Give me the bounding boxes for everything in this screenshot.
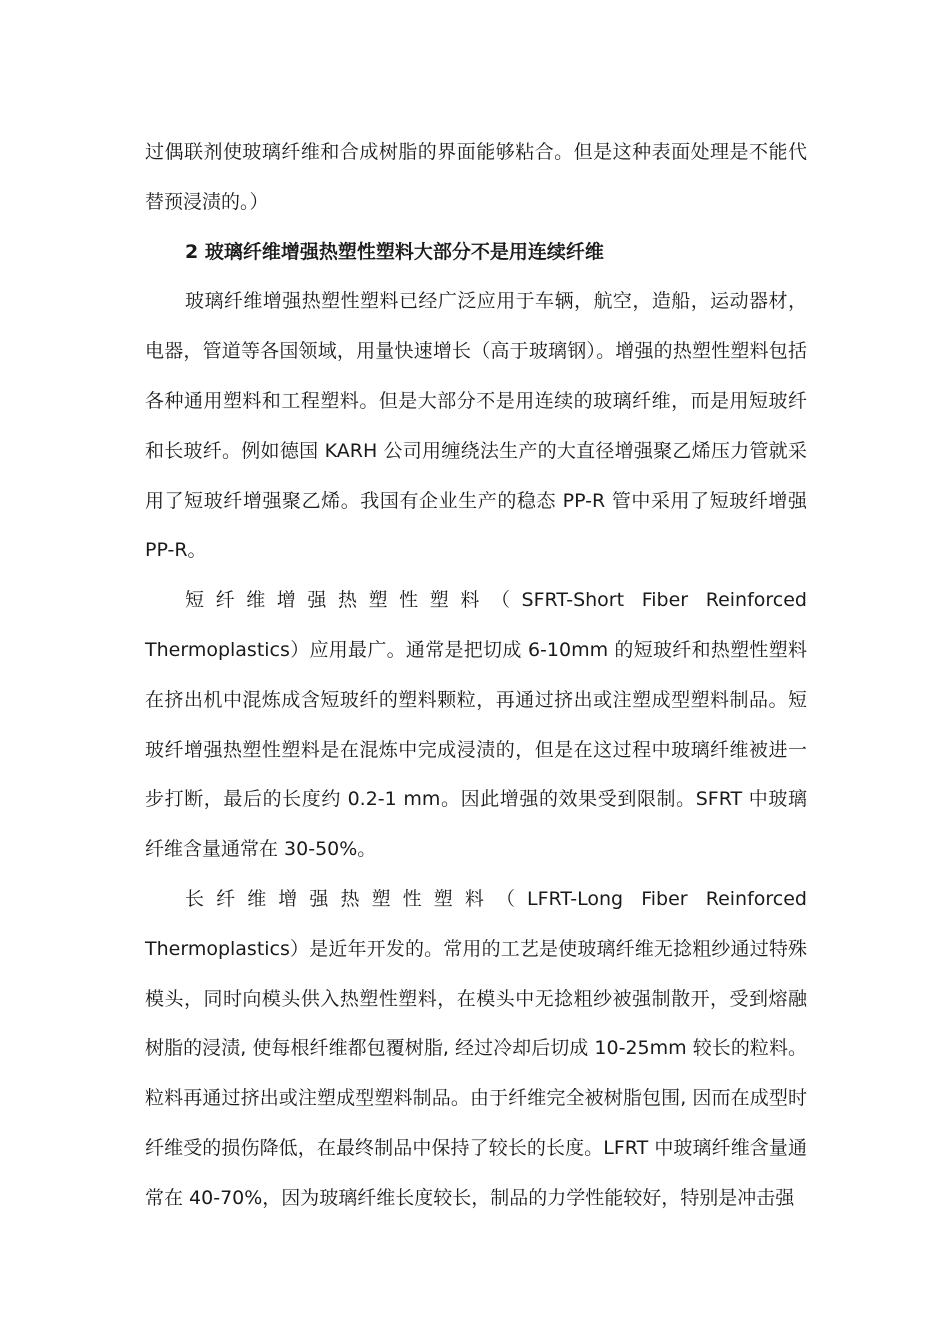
- paragraph-lfrt: 长纤维增强热塑性塑料（LFRT-Long Fiber Reinforced Thermoplastics）是近年开发的。常用的工艺是使玻璃纤维无捻粗纱通过特殊模头，同时向模头供入热塑性塑料，在模头中无捻粗纱被强制散开，受到熔融树脂的浸渍, 使每根纤维都包覆树脂, 经过冷却后切成 10-25mm 较长的粒料。粒料再通过挤出或注塑成型塑料制品。由于纤维完全被树脂包围, 因而在成型时纤维受的损伤降低，在最终制品中保持了较长的长度。LFRT 中玻璃纤维含量通常在 40-70%，因为玻璃纤维长度较长，制品的力学性能较好，特别是冲击强: [145, 887, 807, 1209]
- paragraph-continuation: 过偶联剂使玻璃纤维和合成树脂的界面能够粘合。但是这种表面处理是不能代替预浸渍的。）: [145, 141, 807, 213]
- paragraph-applications: 玻璃纤维增强热塑性塑料已经广泛应用于车辆，航空，造船，运动器材，电器，管道等各国领域，用量快速增长（高于玻璃钢）。增强的热塑性塑料包括各种通用塑料和工程塑料。但是大部分不是用连续的玻璃纤维，而是用短玻纤和长玻纤。例如德国 KARH 公司用缠绕法生产的大直径增强聚乙烯压力管就采用了短玻纤增强聚乙烯。我国有企业生产的稳态 PP-R 管中采用了短玻纤增强 PP-R。: [145, 290, 807, 562]
- paragraph-sfrt: 短纤维增强热塑性塑料（SFRT-Short Fiber Reinforced Thermoplastics）应用最广。通常是把切成 6-10mm 的短玻纤和热塑性塑料在挤出机中混炼成含短玻纤的塑料颗粒，再通过挤出或注塑成型塑料制品。短玻纤增强热塑性塑料是在混炼中完成浸渍的，但是在这过程中玻璃纤维被进一步打断，最后的长度约 0.2-1 mm。因此增强的效果受到限制。SFRT 中玻璃纤维含量通常在 30-50%。: [145, 589, 807, 861]
- section-heading: 2 玻璃纤维增强热塑性塑料大部分不是用连续纤维: [185, 240, 604, 263]
- document-body: [145, 128, 807, 1224]
